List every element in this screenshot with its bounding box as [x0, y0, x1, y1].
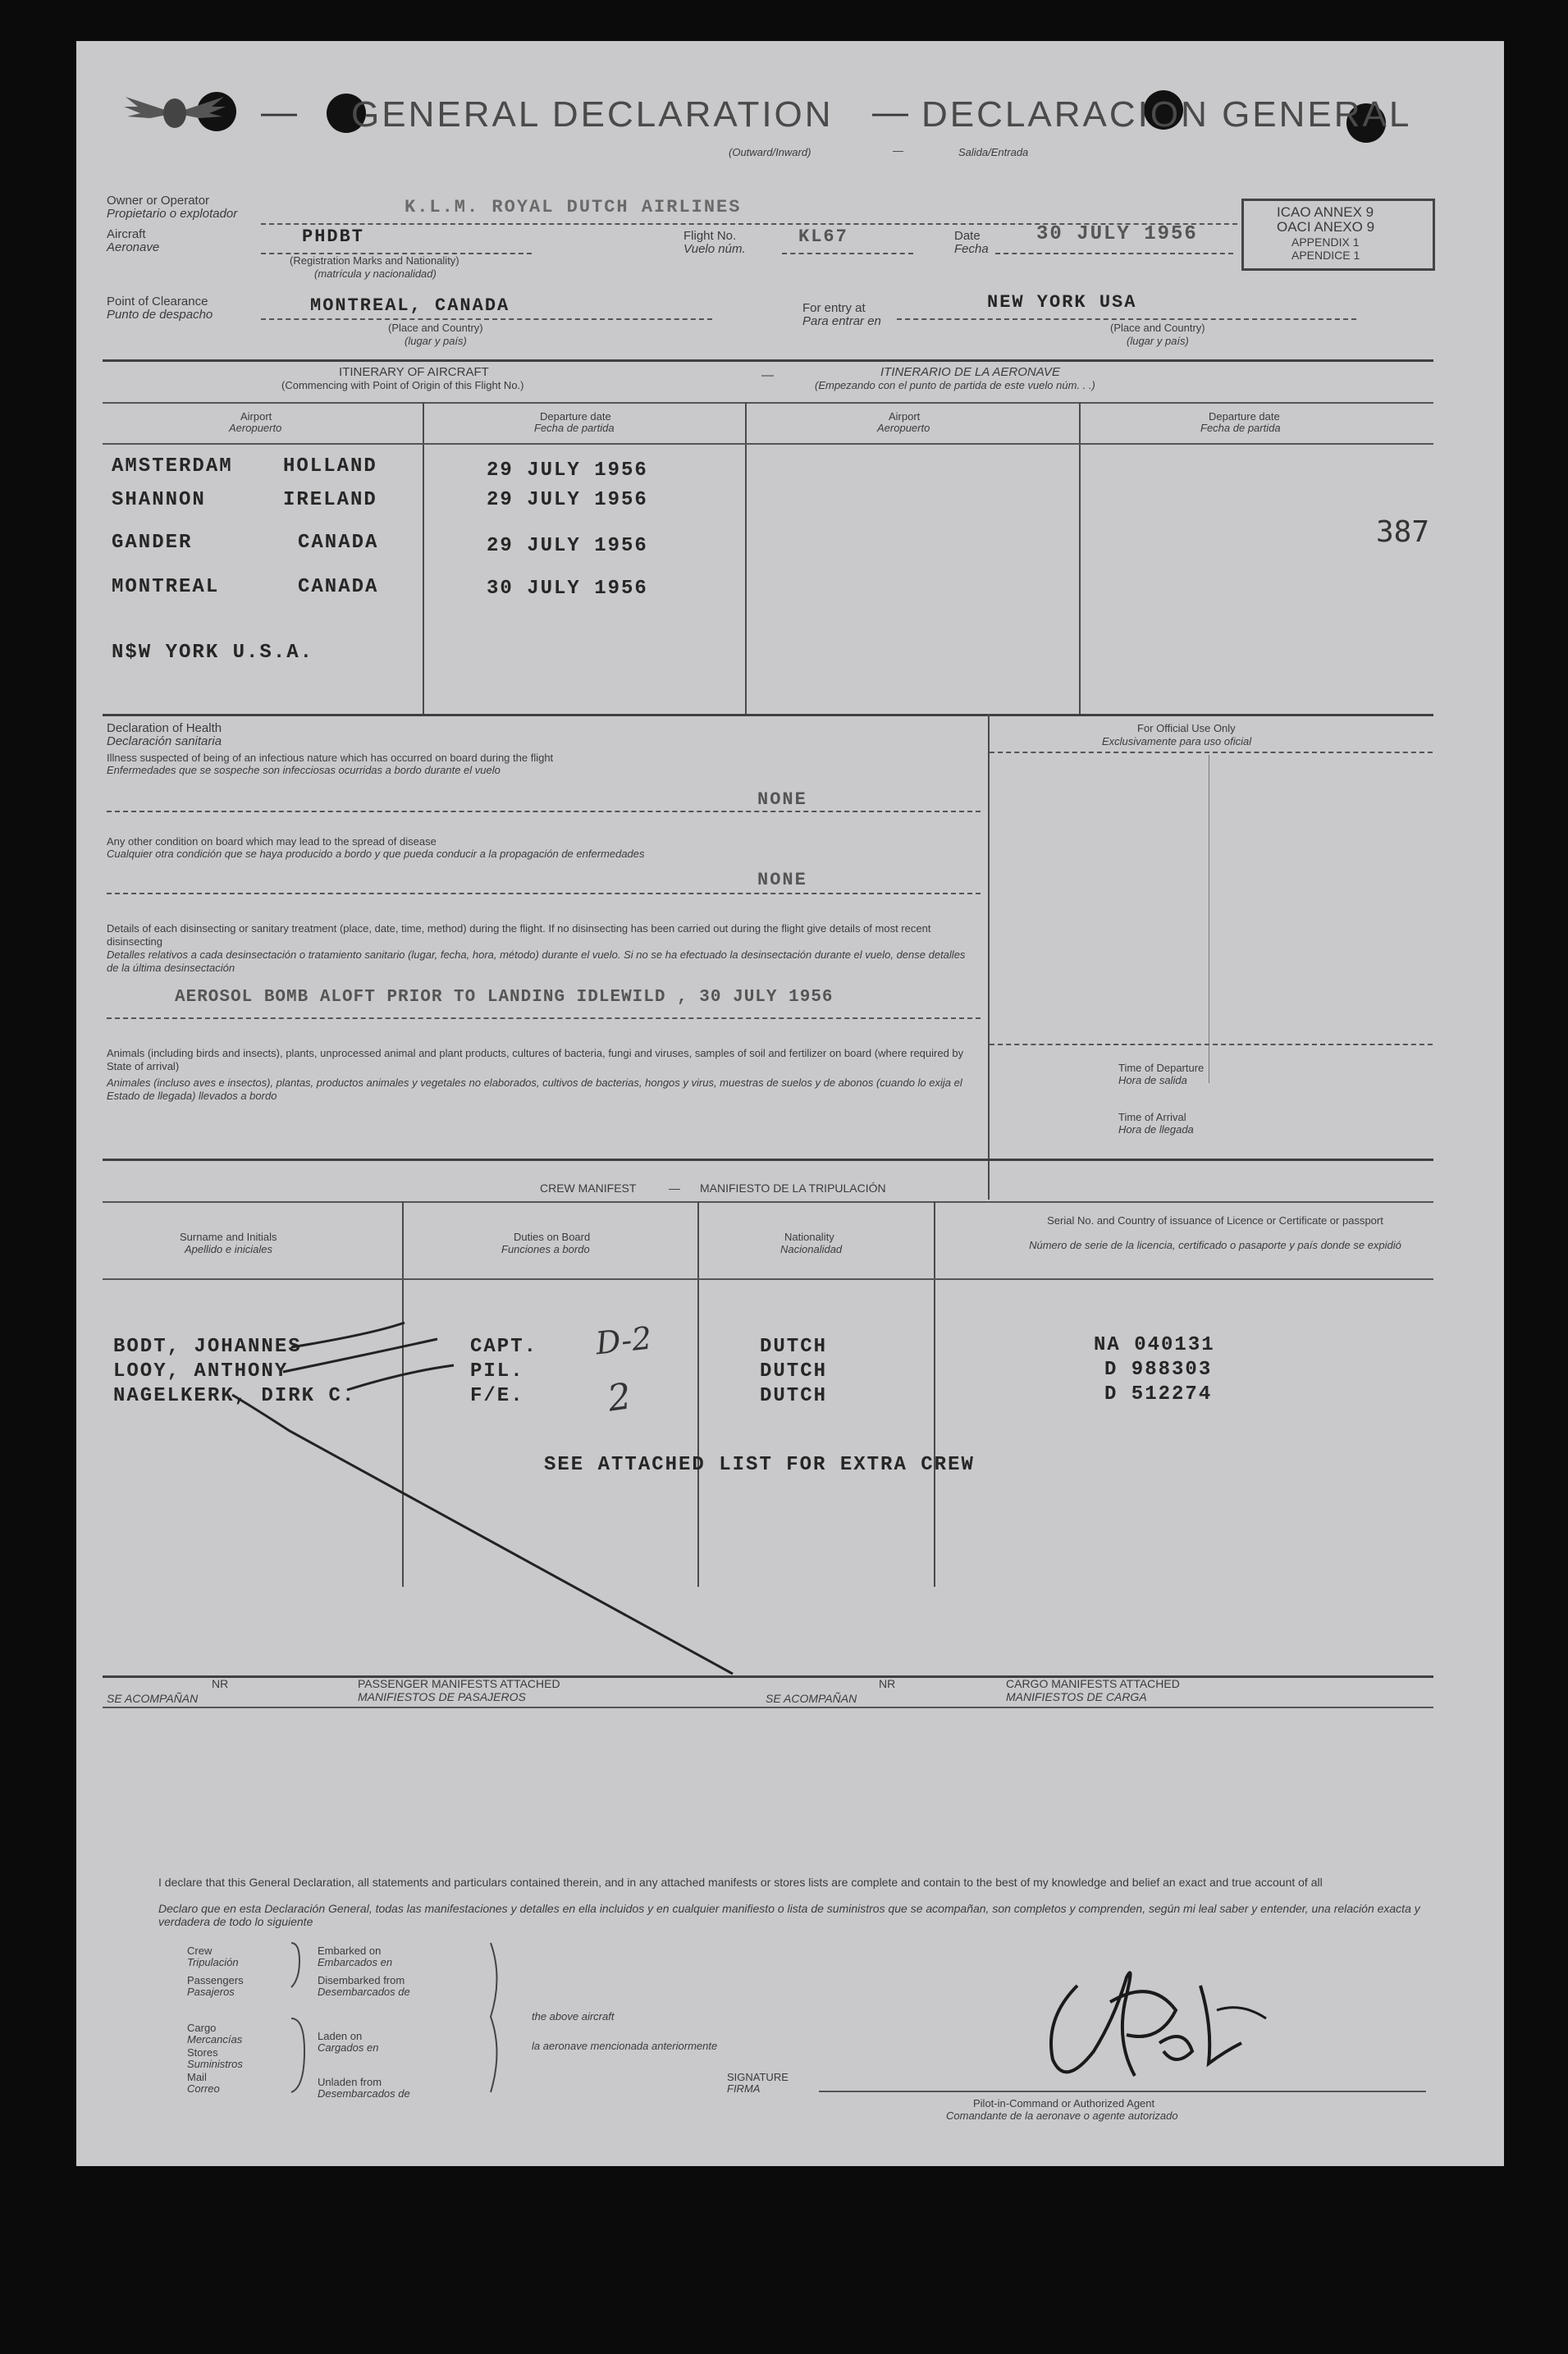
pax-se-acompanan: SE ACOMPAÑAN: [107, 1692, 199, 1705]
extra-crew-note: SEE ATTACHED LIST FOR EXTRA CREW: [544, 1454, 975, 1476]
health-q2-en: Any other condition on board which may lead to the spread of disease: [107, 835, 437, 848]
aircraft-label-en: Aircraft: [107, 227, 146, 241]
page-title-es: DECLARACION GENERAL: [921, 94, 1412, 135]
item-mail-en: Mail: [187, 2071, 207, 2083]
dash-separator: —: [893, 144, 903, 157]
action-laden-en: Laden on: [318, 2030, 363, 2042]
date-label-es: Fecha: [954, 242, 989, 256]
itinerary-title-en: ITINERARY OF AIRCRAFT: [339, 365, 489, 379]
official-title-en: For Official Use Only: [1137, 722, 1236, 734]
itinerary-airport: N$W YORK U.S.A.: [112, 642, 314, 664]
crew-name: BODT, JOHANNES: [113, 1336, 302, 1358]
item-passengers-es: Pasajeros: [187, 1986, 235, 1998]
crew-nationality: DUTCH: [760, 1385, 828, 1407]
pilot-label-es: Comandante de la aeronave o agente autorizado: [946, 2109, 1178, 2122]
itinerary-airport: GANDER: [112, 532, 193, 554]
health-q1-en: Illness suspected of being of an infectious nature which has occurred on board during the flight: [107, 752, 554, 764]
health-q3-en: Details of each disinsecting or sanitary treatment (place, date, time, method) during the flight. If no disinsecting has been carried out during the flight give details of most recent disinsecting: [107, 922, 931, 948]
item-crew-en: Crew: [187, 1945, 213, 1957]
crew-duty: F/E.: [470, 1385, 524, 1407]
page-title-en: GENERAL DECLARATION: [351, 94, 834, 135]
operator-value: K.L.M. ROYAL DUTCH AIRLINES: [405, 197, 742, 217]
action-embarked-es: Embarcados en: [318, 1956, 393, 1968]
pax-manifests-en: PASSENGER MANIFESTS ATTACHED: [358, 1677, 560, 1690]
col-airport-es-2: Aeropuerto: [877, 422, 930, 434]
pax-manifests-es: MANIFIESTOS DE PASAJEROS: [358, 1690, 526, 1703]
stamp-number: 387: [1376, 515, 1430, 549]
cargo-manifests-es: MANIFIESTOS DE CARGA: [1006, 1690, 1147, 1703]
crew-nationality: DUTCH: [760, 1360, 828, 1383]
crew-title-en: CREW MANIFEST: [540, 1182, 637, 1195]
crew-name: NAGELKERK, DIRK C.: [113, 1385, 356, 1407]
action-disembarked-en: Disembarked from: [318, 1974, 405, 1986]
entry-value: NEW YORK USA: [987, 292, 1137, 313]
above-aircraft-es: la aeronave mencionada anteriormente: [532, 2040, 718, 2052]
clearance-label-es: Punto de despacho: [107, 308, 213, 322]
itinerary-sub-en: (Commencing with Point of Origin of this Flight No.): [281, 379, 524, 391]
item-cargo-es: Mercancías: [187, 2033, 243, 2045]
itinerary-date: 29 JULY 1956: [487, 535, 648, 557]
flight-label-es: Vuelo núm.: [683, 242, 746, 256]
flight-date: 30 JULY 1956: [1036, 223, 1198, 245]
entry-label-es: Para entrar en: [802, 314, 881, 328]
itinerary-country: CANADA: [298, 576, 379, 598]
annex-line-2: OACI ANEXO 9: [1277, 219, 1375, 235]
operator-label-en: Owner or Operator: [107, 194, 210, 208]
col-departure-en: Departure date: [540, 410, 611, 423]
health-q2-es: Cualquier otra condición que se haya producido a bordo y que pueda conducir a la propagación de enfermedades: [107, 848, 645, 860]
itinerary-date: 29 JULY 1956: [487, 459, 648, 482]
title-sub-left: (Outward/Inward): [729, 146, 811, 158]
item-cargo-en: Cargo: [187, 2022, 217, 2034]
itinerary-airport: AMSTERDAM: [112, 455, 233, 478]
health-a3: AEROSOL BOMB ALOFT PRIOR TO LANDING IDLEWILD , 30 JULY 1956: [175, 988, 834, 1007]
handwritten-2: 2: [605, 1375, 634, 1420]
aircraft-reg-note-es: (matrícula y nacionalidad): [314, 267, 437, 280]
annex-line-1: ICAO ANNEX 9: [1277, 204, 1374, 220]
bracket-lines: [76, 41, 1504, 2166]
crew-licence: D 512274: [1104, 1383, 1213, 1406]
col-airport-en-2: Airport: [889, 410, 921, 423]
col-nationality-en: Nationality: [784, 1231, 834, 1243]
handwritten-d2: D-2: [593, 1319, 654, 1362]
action-embarked-en: Embarked on: [318, 1945, 382, 1957]
dash-separator: —: [761, 368, 774, 382]
itinerary-airport: SHANNON: [112, 489, 206, 511]
col-departure-es: Fecha de partida: [534, 422, 615, 434]
date-label-en: Date: [954, 229, 981, 243]
col-airport-es: Aeropuerto: [229, 422, 282, 434]
crew-name: LOOY, ANTHONY: [113, 1360, 289, 1383]
crew-duty: PIL.: [470, 1360, 524, 1383]
entry-place-en: (Place and Country): [1110, 322, 1205, 334]
col-name-en: Surname and Initials: [180, 1231, 277, 1243]
action-laden-es: Cargados en: [318, 2041, 379, 2054]
pilot-label-en: Pilot-in-Command or Authorized Agent: [973, 2097, 1155, 2109]
itinerary-country: HOLLAND: [283, 455, 377, 478]
action-unladen-es: Desembarcados de: [318, 2087, 410, 2100]
col-licence-en: Serial No. and Country of issuance of Licence or Certificate or passport: [1047, 1214, 1383, 1227]
health-a1: NONE: [757, 789, 807, 810]
item-mail-es: Correo: [187, 2082, 220, 2095]
itinerary-country: CANADA: [298, 532, 379, 554]
clearance-place-es: (lugar y país): [405, 335, 467, 347]
annex-line-4: APENDICE 1: [1291, 249, 1360, 262]
col-airport-en: Airport: [240, 410, 272, 423]
dash-separator: —: [669, 1182, 680, 1195]
aircraft-label-es: Aeronave: [107, 240, 160, 254]
cargo-nr: NR: [879, 1677, 896, 1690]
cargo-se-acompanan: SE ACOMPAÑAN: [766, 1692, 857, 1705]
health-q3-es: Detalles relativos a cada desinsectación o tratamiento sanitario (lugar, fecha, hora, método) durante el vuelo. Si no se ha efectuado la desinsectación durante el vuelo, dense detalles de la última desinsectación: [107, 948, 966, 974]
crew-nationality: DUTCH: [760, 1336, 828, 1358]
health-q1-es: Enfermedades que se sospeche son infecciosas ocurridas a bordo durante el vuelo: [107, 764, 501, 776]
general-declaration-sheet: [76, 41, 1504, 2166]
official-title-es: Exclusivamente para uso oficial: [1102, 735, 1252, 747]
item-crew-es: Tripulación: [187, 1956, 239, 1968]
departure-time-label-es: Hora de salida: [1118, 1074, 1187, 1086]
col-departure-en-2: Departure date: [1209, 410, 1280, 423]
arrival-time-label-en: Time of Arrival: [1118, 1111, 1186, 1123]
health-a2: NONE: [757, 870, 807, 890]
aircraft-registration: PHDBT: [302, 226, 365, 247]
pax-nr: NR: [212, 1677, 229, 1690]
clearance-value: MONTREAL, CANADA: [310, 295, 510, 316]
cargo-manifests-en: CARGO MANIFESTS ATTACHED: [1006, 1677, 1180, 1690]
itinerary-airport: MONTREAL: [112, 576, 220, 598]
crew-licence: NA 040131: [1094, 1334, 1215, 1356]
declaration-text-es: Declaro que en esta Declaración General, todas las manifestaciones y detalles en ella incluidos y en cualquier manifiesto o lista de suministros que se acompañan, son completos y comprenden, según mi leal saber y entender, una relación exacta y verdadera de todo lo siguiente: [158, 1902, 1420, 1928]
flight-number: KL67: [798, 226, 848, 247]
dash-separator: —: [261, 92, 297, 132]
col-departure-es-2: Fecha de partida: [1200, 422, 1281, 434]
clearance-place-en: (Place and Country): [388, 322, 483, 334]
operator-label-es: Propietario o explotador: [107, 207, 238, 221]
crew-licence: D 988303: [1104, 1359, 1213, 1381]
action-unladen-en: Unladen from: [318, 2076, 382, 2088]
col-duty-en: Duties on Board: [514, 1231, 591, 1243]
item-passengers-en: Passengers: [187, 1974, 244, 1986]
clearance-label-en: Point of Clearance: [107, 295, 208, 309]
health-title-en: Declaration of Health: [107, 721, 222, 735]
signature-label-es: FIRMA: [727, 2082, 761, 2095]
entry-place-es: (lugar y país): [1127, 335, 1189, 347]
itinerary-country: IRELAND: [283, 489, 377, 511]
col-name-es: Apellido e iniciales: [185, 1243, 272, 1255]
item-stores-es: Suministros: [187, 2058, 243, 2070]
arrival-time-label-es: Hora de llegada: [1118, 1123, 1194, 1136]
annex-line-3: APPENDIX 1: [1291, 235, 1360, 249]
declaration-text-en: I declare that this General Declaration, all statements and particulars contained therein, and in any attached manifests or stores lists are complete and contain to the best of my knowledge and belief an exact and true account of all: [158, 1876, 1323, 1889]
crew-duty: CAPT.: [470, 1336, 538, 1358]
itinerary-sub-es: (Empezando con el punto de partida de este vuelo núm. . .): [815, 379, 1095, 391]
signature-label-en: SIGNATURE: [727, 2071, 789, 2083]
departure-time-label-en: Time of Departure: [1118, 1062, 1205, 1074]
col-duty-es: Funciones a bordo: [501, 1243, 590, 1255]
aircraft-reg-note-en: (Registration Marks and Nationality): [290, 254, 459, 267]
dash-separator: —: [872, 92, 908, 132]
itinerary-date: 29 JULY 1956: [487, 489, 648, 511]
itinerary-date: 30 JULY 1956: [487, 578, 648, 600]
crew-title-es: MANIFIESTO DE LA TRIPULACIÓN: [700, 1182, 886, 1195]
health-q4-es: Animales (incluso aves e insectos), plantas, productos animales y vegetales no elaborados, cultivos de bacterias, hongos y virus, muestras de suelos y de abonos (cuando lo exija el Estado de llegada) llevados a bordo: [107, 1076, 962, 1102]
itinerary-title-es: ITINERARIO DE LA AERONAVE: [880, 365, 1060, 379]
flight-label-en: Flight No.: [683, 229, 737, 243]
health-title-es: Declaración sanitaria: [107, 734, 222, 748]
col-licence-es: Número de serie de la licencia, certificado o pasaporte y país donde se expidió: [1029, 1239, 1401, 1251]
action-disembarked-es: Desembarcados de: [318, 1986, 410, 1998]
item-stores-en: Stores: [187, 2046, 218, 2059]
title-sub-right: Salida/Entrada: [958, 146, 1029, 158]
captain-signature: [1020, 1953, 1291, 2100]
above-aircraft-en: the above aircraft: [532, 2010, 615, 2023]
health-q4-en: Animals (including birds and insects), plants, unprocessed animal and plant products, cultures of bacteria, fungi and viruses, samples of soil and fertilizer on board (where required by State of arrival): [107, 1047, 964, 1072]
entry-label-en: For entry at: [802, 301, 866, 315]
col-nationality-es: Nacionalidad: [780, 1243, 843, 1255]
